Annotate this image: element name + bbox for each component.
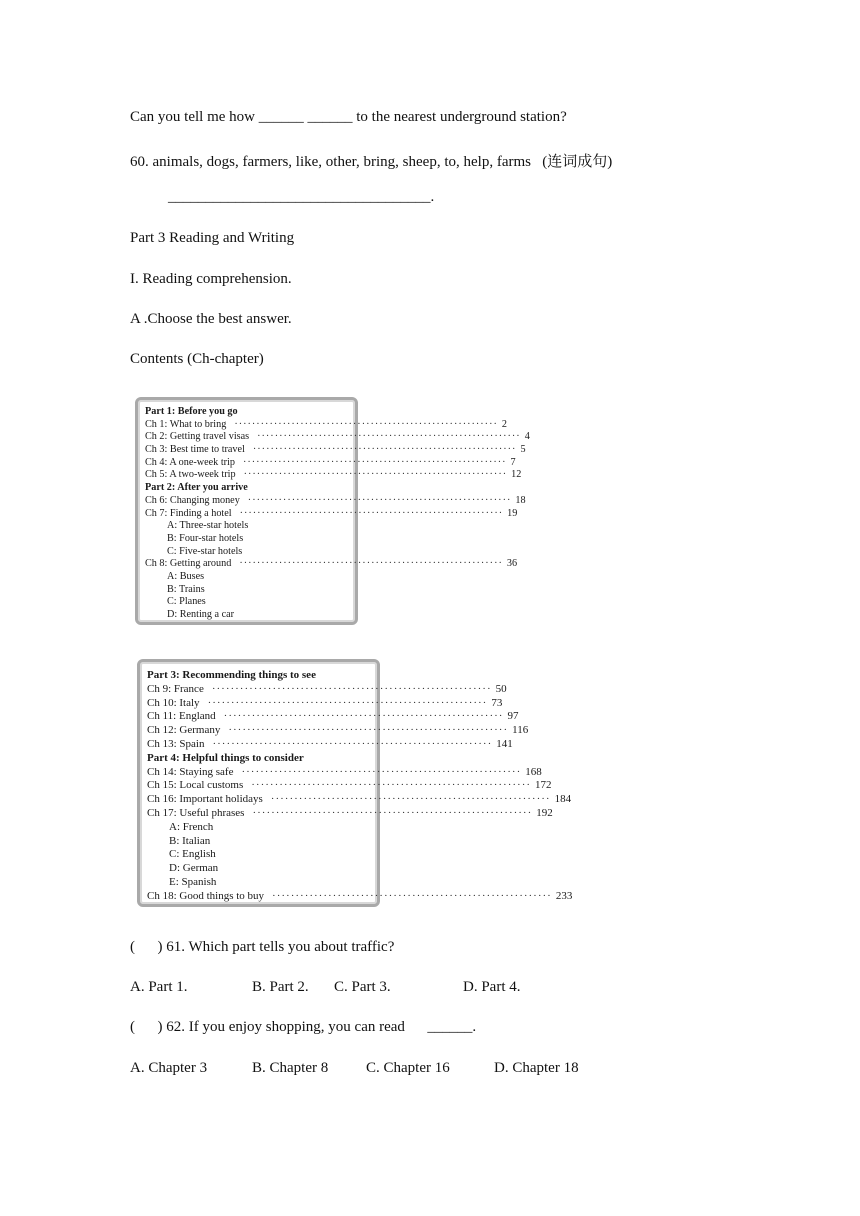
question-62-text: ( ) 62. If you enjoy shopping, you can read ______. [130, 1019, 477, 1035]
dot-leader: ···························································· [239, 558, 503, 570]
dot-leader: ···························································· [212, 737, 493, 750]
contents-page-number: 192 [536, 806, 553, 819]
dot-leader: ···························································· [270, 793, 551, 806]
contents-entry-label: D: German [169, 862, 219, 875]
contents-page-number: 36 [506, 558, 518, 570]
contents-entry-label: Ch 6: Changing money [145, 494, 240, 506]
q61-option-c: C. Part 3. [334, 979, 391, 995]
contents-page-number: 97 [507, 710, 519, 723]
contents-entry-label: Part 4: Helpful things to consider [147, 751, 304, 764]
question-60-text: 60. animals, dogs, farmers, like, other, bring, sheep, to, help, farms (连词成句) [130, 154, 613, 170]
contents-subsection [145, 596, 348, 609]
contents-entry-label: Ch 12: Germany [147, 724, 221, 737]
contents-entry-label: Ch 1: What to bring [145, 418, 227, 430]
contents-chapter-row [145, 431, 530, 444]
q61-option-d: D. Part 4. [463, 979, 521, 995]
contents-page-number: 19 [507, 507, 518, 519]
question-60-answer-blank: ___________________________________. [168, 189, 435, 205]
contents-page-number: 5 [520, 444, 526, 456]
contents-subsection [147, 862, 370, 876]
dot-leader: ···························································· [228, 724, 509, 737]
contents-entry-label: D: Renting a car [167, 609, 235, 620]
contents-entry-label: Ch 2: Getting travel visas [145, 431, 250, 443]
contents-page-number: 7 [510, 456, 516, 468]
contents-chapter-row [147, 696, 503, 711]
q62-option-d: D. Chapter 18 [494, 1060, 579, 1076]
part-3-heading: Part 3 Reading and Writing [130, 230, 295, 246]
contents-entry-label: Ch 13: Spain [147, 737, 205, 750]
dot-leader: ···························································· [252, 444, 517, 456]
dot-leader: ···························································· [239, 507, 504, 519]
contents-part-heading [145, 406, 348, 419]
contents-chapter-row [145, 444, 526, 457]
contents-table-part-1-2 [135, 397, 530, 625]
dot-leader: ···························································· [234, 418, 498, 430]
contents-subsection [145, 520, 348, 533]
contents-page-number: 116 [512, 724, 529, 737]
contents-chapter-row [145, 558, 518, 571]
contents-subsection [147, 835, 370, 849]
contents-entry-label: C: Five-star hotels [167, 545, 243, 557]
contents-entry-label: Ch 16: Important holidays [147, 793, 263, 806]
contents-chapter-row [147, 710, 519, 724]
section-a-heading: A .Choose the best answer. [130, 311, 292, 327]
contents-page-number: 73 [491, 696, 503, 709]
q61-option-a: A. Part 1. [130, 979, 188, 995]
contents-entry-label: A: French [169, 820, 214, 833]
contents-entry-label: B: Trains [167, 583, 205, 595]
contents-chapter-row [145, 469, 522, 482]
contents-entry-label: Ch 15: Local customs [147, 779, 244, 792]
contents-chapter-row [147, 806, 553, 821]
contents-entry-label: Ch 7: Finding a hotel [145, 507, 232, 519]
contents-entry-label: B: Four-star hotels [167, 532, 244, 544]
question-61-text: ( ) 61. Which part tells you about traffic? [130, 939, 395, 955]
contents-entry-label: Ch 9: France [147, 682, 204, 695]
contents-page-number: 4 [524, 431, 530, 443]
contents-page-number: 233 [555, 889, 573, 902]
contents-page-number: 50 [495, 682, 507, 695]
contents-page-number: 2 [501, 418, 507, 430]
contents-subsection [145, 546, 348, 559]
contents-subsection [145, 533, 348, 546]
contents-chapter-row [147, 724, 529, 738]
contents-entry-label: Ch 14: Staying safe [147, 765, 234, 778]
q62-option-b: B. Chapter 8 [252, 1060, 329, 1076]
contents-chapter-row [147, 779, 552, 793]
contents-page-number: 184 [554, 793, 572, 806]
contents-chapter-row [145, 418, 507, 432]
contents-chapter-row [147, 889, 573, 904]
contents-entry-label: Part 2: After you arrive [145, 482, 248, 494]
contents-entry-label: Ch 8: Getting around [145, 558, 232, 570]
contents-chapter-row [145, 494, 526, 508]
contents-entry-label: Ch 18: Good things to buy [147, 889, 265, 902]
contents-entry-label: Part 1: Before you go [145, 406, 238, 417]
dot-leader: ···························································· [272, 889, 552, 902]
dot-leader: ···························································· [211, 682, 492, 695]
contents-chapter-row [147, 737, 513, 752]
q62-option-c: C. Chapter 16 [366, 1060, 450, 1076]
contents-chapter-row [145, 456, 516, 470]
dot-leader: ···························································· [241, 765, 522, 778]
contents-subsection [145, 609, 348, 622]
contents-part-heading [147, 752, 370, 766]
contents-entry-label: Ch 4: A one-week trip [145, 456, 235, 468]
dot-leader: ···························································· [257, 431, 521, 443]
q61-option-b: B. Part 2. [252, 979, 309, 995]
dot-leader: ···························································· [223, 710, 504, 723]
contents-subsection [147, 876, 370, 890]
contents-entry-label: Ch 11: England [147, 710, 216, 723]
contents-page-number: 12 [511, 469, 522, 481]
dot-leader: ···························································· [252, 806, 533, 819]
contents-entry-label: B: Italian [169, 834, 211, 847]
contents-heading: Contents (Ch-chapter) [130, 351, 264, 367]
contents-chapter-row [147, 682, 507, 697]
contents-part-heading [147, 669, 370, 683]
dot-leader: ···························································· [243, 469, 508, 481]
question-59-text: Can you tell me how ______ ______ to the nearest underground station? [130, 109, 567, 125]
contents-entry-label: Ch 17: Useful phrases [147, 806, 245, 819]
contents-part-heading [145, 482, 348, 495]
contents-entry-label: Ch 3: Best time to travel [145, 444, 245, 456]
contents-page-number: 18 [515, 494, 526, 506]
contents-chapter-row [145, 507, 518, 521]
dot-leader: ···························································· [251, 779, 532, 792]
contents-chapter-row [147, 765, 542, 780]
dot-leader: ···························································· [242, 456, 507, 468]
contents-page-number: 172 [535, 779, 552, 792]
dot-leader: ···························································· [207, 696, 488, 709]
contents-entry-label: A: Buses [167, 570, 205, 582]
contents-subsection [145, 584, 348, 597]
contents-entry-label: Ch 10: Italy [147, 696, 200, 709]
dot-leader: ···························································· [247, 494, 512, 506]
contents-chapter-row [147, 793, 572, 807]
contents-table-part-3-4 [137, 659, 573, 907]
contents-subsection [145, 571, 348, 584]
contents-page-number: 141 [496, 737, 513, 750]
contents-entry-label: Part 3: Recommending things to see [147, 669, 316, 681]
section-1-heading: I. Reading comprehension. [130, 271, 292, 287]
contents-entry-label: A: Three-star hotels [167, 520, 249, 532]
contents-subsection [147, 848, 370, 862]
contents-entry-label: C: English [169, 848, 216, 861]
contents-page-number: 168 [525, 765, 542, 778]
contents-entry-label: Ch 5: A two-week trip [145, 469, 236, 481]
contents-subsection [147, 821, 370, 835]
contents-entry-label: E: Spanish [169, 875, 217, 888]
q62-option-a: A. Chapter 3 [130, 1060, 208, 1076]
contents-entry-label: C: Planes [167, 596, 206, 608]
